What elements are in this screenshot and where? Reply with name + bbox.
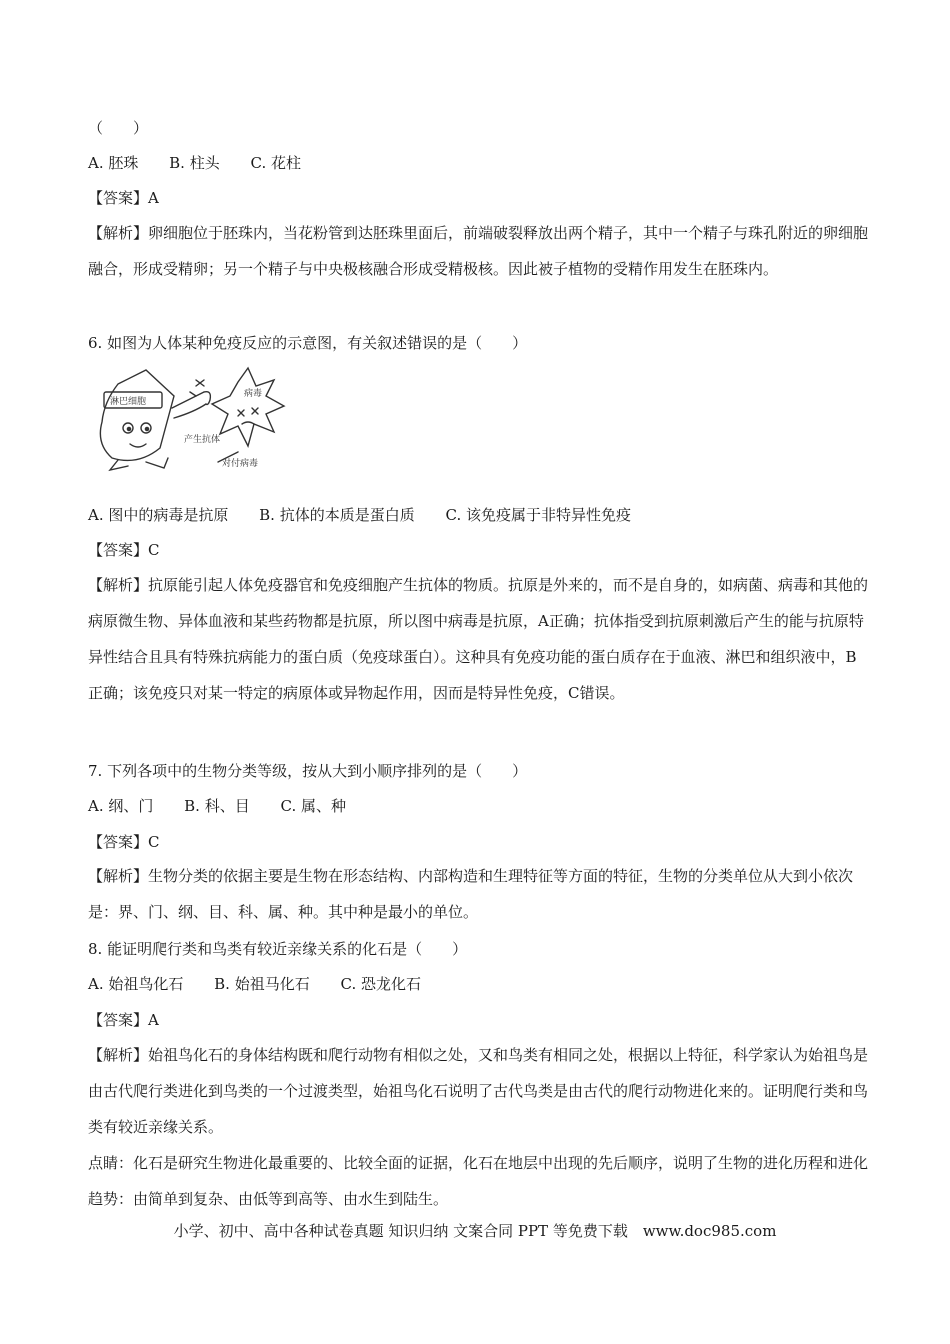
q8-question: 8. 能证明爬行类和鸟类有较近亲缘关系的化石是（ ） xyxy=(88,940,468,958)
q7-option-b: B. 科、目 xyxy=(184,797,250,815)
q6-option-b: B. 抗体的本质是蛋白质 xyxy=(259,506,415,524)
virus-shape xyxy=(212,368,284,446)
q7-options xyxy=(88,796,346,816)
q6-answer: 【答案】C xyxy=(88,541,160,559)
q8-options xyxy=(88,974,421,994)
q6-question: 6. 如图为人体某种免疫反应的示意图，有关叙述错误的是（ ） xyxy=(88,334,528,352)
q5-option-a: A. 胚珠 xyxy=(88,154,139,172)
immune-response-figure xyxy=(88,362,298,474)
q8-answer: 【答案】A xyxy=(88,1011,159,1029)
q6-options xyxy=(88,505,631,525)
q7-analysis: 【解析】生物分类的依据主要是生物在形态结构、内部构造和生理特征等方面的特征，生物的分类单位从大到小依次是：界、门、纲、目、科、属、种。其中种是最小的单位。 xyxy=(88,867,854,921)
label-produce-antibody: 产生抗体 xyxy=(184,435,221,445)
q5-tail: （ ） xyxy=(88,119,149,137)
q8-note: 点睛：化石是研究生物进化最重要的、比较全面的证据，化石在地层中出现的先后顺序，说明了生物的进化历程和进化趋势：由简单到复杂、由低等到高等、由水生到陆生。 xyxy=(88,1154,869,1208)
q5-option-c: C. 花柱 xyxy=(250,154,301,172)
q6-option-c: C. 该免疫属于非特异性免疫 xyxy=(445,506,631,524)
q8-option-a: A. 始祖鸟化石 xyxy=(88,975,184,993)
page-footer: 小学、初中、高中各种试卷真题 知识归纳 文案合同 PPT 等免费下载 www.doc985.com xyxy=(173,1222,777,1240)
q8-option-b: B. 始祖马化石 xyxy=(214,975,310,993)
q8-analysis: 【解析】始祖鸟化石的身体结构既和爬行动物有相似之处，又和鸟类有相同之处，根据以上特征，科学家认为始祖鸟是由古代爬行类进化到鸟类的一个过渡类型，始祖鸟化石说明了古代鸟类是由古代的爬行动物进化来的。证明爬行类和鸟类有较近亲缘关系。 xyxy=(88,1046,869,1136)
q5-options xyxy=(88,153,301,173)
q7-option-c: C. 属、种 xyxy=(280,797,346,815)
q8-option-c: C. 恐龙化石 xyxy=(340,975,421,993)
q7-answer: 【答案】C xyxy=(88,833,160,851)
label-lymphocyte: 淋巴细胞 xyxy=(110,397,147,407)
q7-question: 7. 下列各项中的生物分类等级，按从大到小顺序排列的是（ ） xyxy=(88,762,528,780)
q5-answer: 【答案】A xyxy=(88,189,159,207)
q7-option-a: A. 纲、门 xyxy=(88,797,154,815)
q6-option-a: A. 图中的病毒是抗原 xyxy=(88,506,229,524)
label-fight-virus: 对付病毒 xyxy=(222,459,259,469)
q5-analysis: 【解析】卵细胞位于胚珠内，当花粉管到达胚珠里面后，前端破裂释放出两个精子，其中一个精子与珠孔附近的卵细胞融合，形成受精卵；另一个精子与中央极核融合形成受精极核。因此被子植物的受精作用发生在胚珠内。 xyxy=(88,224,869,278)
label-virus: 病毒 xyxy=(244,389,263,399)
q5-option-b: B. 柱头 xyxy=(169,154,220,172)
q6-analysis: 【解析】抗原能引起人体免疫器官和免疫细胞产生抗体的物质。抗原是外来的，而不是自身的，如病菌、病毒和其他的病原微生物、异体血液和某些药物都是抗原，所以图中病毒是抗原，A正确；抗体指受到抗原刺激后产生的能与抗原特异性结合且具有特殊抗病能力的蛋白质（免疫球蛋白）。这种具有免疫功能的蛋白质存在于血液、淋巴和组织液中，B正确；该免疫只对某一特定的病原体或异物起作用，因而是特异性免疫，C错误。 xyxy=(88,576,869,702)
